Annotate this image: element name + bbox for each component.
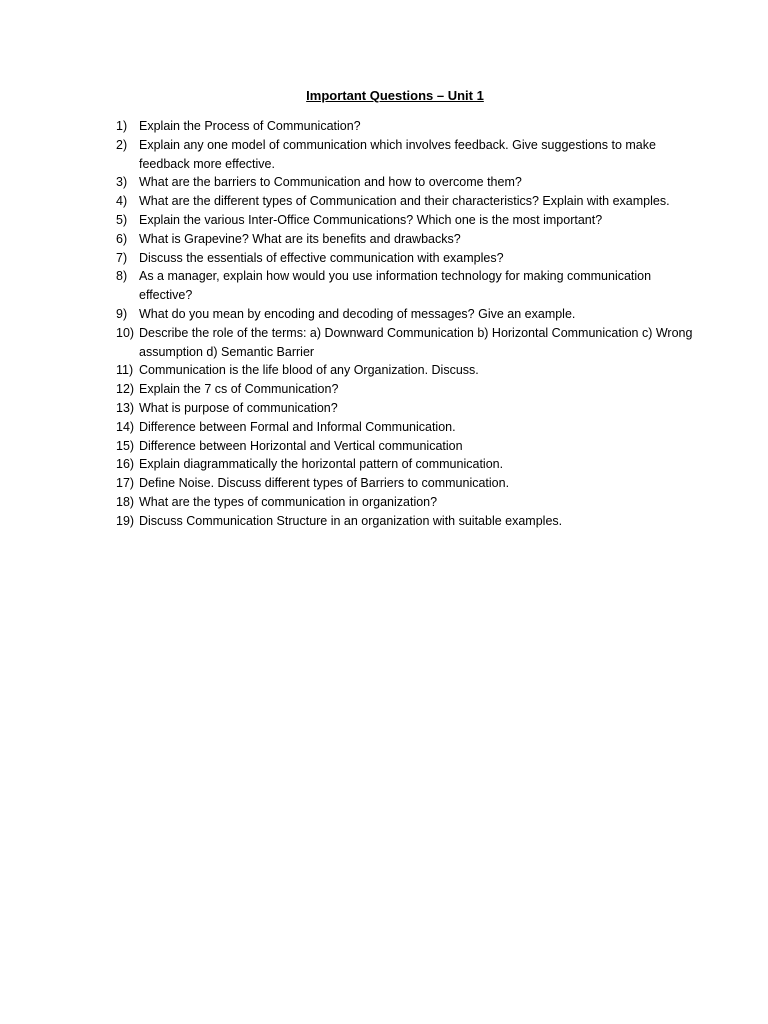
- question-item: [0, 230, 768, 249]
- question-text: Explain the 7 cs of Communication?: [139, 382, 339, 397]
- question-text: As a manager, explain how would you use information technology for making communication effective?: [139, 269, 652, 303]
- question-text: What are the different types of Communication and their characteristics? Explain with examples.: [139, 194, 670, 209]
- question-text: Explain the Process of Communication?: [139, 119, 361, 133]
- question-text: Explain the various Inter-Office Communications? Which one is the most important?: [139, 212, 603, 227]
- question-item: [0, 249, 768, 268]
- question-number: 14): [116, 419, 135, 434]
- question-number: 8): [116, 269, 128, 284]
- question-number: 3): [116, 175, 128, 190]
- question-item: [0, 211, 768, 230]
- question-item: [0, 437, 768, 456]
- question-number: 7): [116, 250, 128, 265]
- question-number: 15): [116, 438, 135, 453]
- question-number: 18): [116, 494, 135, 509]
- page-title: Important Questions – Unit 1: [306, 88, 484, 103]
- question-item: [0, 474, 768, 493]
- question-item: [0, 493, 768, 512]
- question-item: [0, 399, 768, 418]
- question-text: Explain diagrammatically the horizontal pattern of communication.: [139, 457, 504, 472]
- question-text: What are the types of communication in organization?: [139, 494, 438, 509]
- question-number: 13): [116, 400, 135, 415]
- question-number: 5): [116, 212, 128, 227]
- question-text: Difference between Formal and Informal Communication.: [139, 419, 456, 434]
- question-item: [0, 361, 768, 380]
- question-number: 16): [116, 457, 135, 472]
- question-item: [0, 173, 768, 192]
- question-number: 10): [116, 325, 135, 340]
- question-item: [0, 192, 768, 211]
- question-item: [0, 512, 768, 531]
- question-item: [0, 380, 768, 399]
- question-number: 12): [116, 382, 135, 397]
- question-number: 19): [116, 513, 135, 528]
- question-text: Discuss the essentials of effective communication with examples?: [139, 250, 504, 265]
- question-item: [0, 117, 768, 136]
- question-text: What is Grapevine? What are its benefits and drawbacks?: [139, 231, 461, 246]
- question-item: [0, 136, 768, 174]
- question-text: Describe the role of the terms: a) Downward Communication b) Horizontal Communication c) Wrong assumption d) Semantic Barrier: [139, 325, 693, 359]
- question-list: [0, 117, 768, 531]
- question-text: Explain any one model of communication which involves feedback. Give suggestions to make feedback more effective.: [139, 137, 656, 171]
- question-text: Communication is the life blood of any Organization. Discuss.: [139, 363, 479, 378]
- question-number: 1): [116, 119, 128, 133]
- question-number: 4): [116, 194, 128, 209]
- question-item: [0, 267, 768, 305]
- question-item: [0, 418, 768, 437]
- question-text: What are the barriers to Communication and how to overcome them?: [139, 175, 522, 190]
- question-number: 2): [116, 137, 128, 152]
- question-item: [0, 455, 768, 474]
- question-number: 11): [116, 363, 134, 378]
- question-item: [0, 305, 768, 324]
- question-item: [0, 324, 768, 362]
- question-text: Discuss Communication Structure in an organization with suitable examples.: [139, 513, 563, 528]
- question-number: 9): [116, 306, 128, 321]
- question-text: Define Noise. Discuss different types of Barriers to communication.: [139, 476, 510, 491]
- question-number: 17): [116, 476, 135, 491]
- question-number: 6): [116, 231, 128, 246]
- question-text: Difference between Horizontal and Vertical communication: [139, 438, 463, 453]
- question-text: What do you mean by encoding and decoding of messages? Give an example.: [139, 306, 576, 321]
- question-text: What is purpose of communication?: [139, 400, 338, 415]
